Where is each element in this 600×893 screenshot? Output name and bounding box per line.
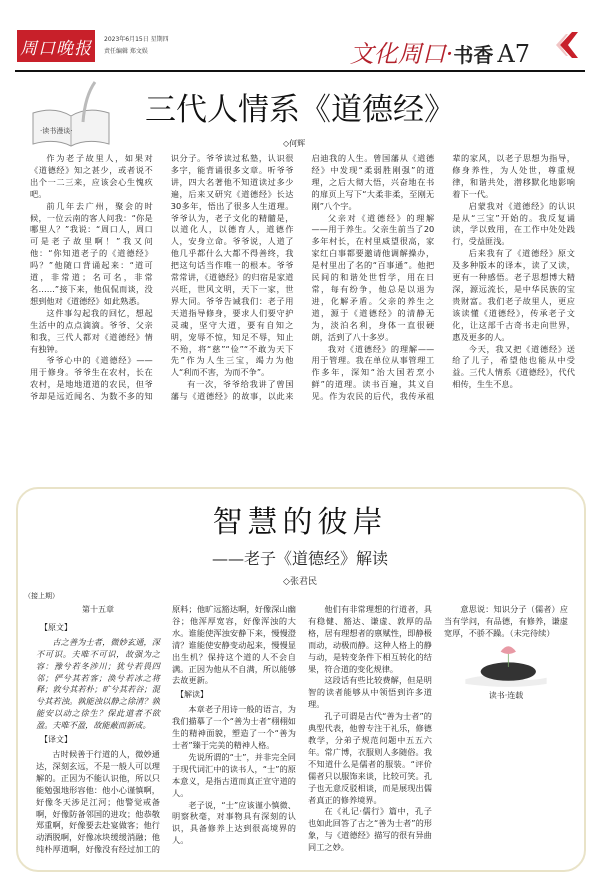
translation-text: 古时候善于行道的人，微妙通达，深刻玄远，不是一般人可以理解的。正因为不能认识他，所以只能勉强地形容他：他小心谨慎啊，好像冬天涉足江河；他警觉戒备啊，好像防备邻国的进攻；他恭敬郑重啊，好像要去赴宴做客；他行动洒脱啊，好像冰块缓缓消融；他纯朴厚道啊，好像没有经过加工的原料；他旷远豁达啊，好像深山幽谷；他浑厚宽容，好像浑浊的大水。谁能使浑浊安静下来，慢慢澄清？谁能使安静变动起来，慢慢显出生机？保持这个道的人不会自满。正因为他从不自满，所以能够去故更新。 bbox=[36, 604, 296, 855]
chevron-left-icon bbox=[556, 30, 578, 60]
article-title: 三代人情系《道德经》 bbox=[145, 92, 455, 128]
paragraph: 老子说，“士”应该谨小慎微、明察秋毫，对事物具有深刻的认识，具备修养上达到很高境界的人。 bbox=[172, 799, 296, 846]
editor-credit: 责任编辑 郑文娱 bbox=[104, 48, 148, 55]
illustration-caption: 读书·连载 bbox=[488, 690, 524, 700]
paragraph: 启蒙我对《道德经》的认识是从“三宝”开始的。我反复诵读，学以致用，在工作中处处践行，受益匪浅。 bbox=[452, 200, 575, 247]
paragraph: 本章老子用诗一般的语言，为我们描摹了一个“善为士者”栩栩如生的精神面貌，塑造了一个“善为士者”臻于完美的精神人格。 bbox=[172, 704, 296, 750]
header-rule bbox=[15, 70, 585, 72]
column-label: ·读书漫谈· bbox=[40, 127, 73, 135]
paragraph: 有一次，爷爷给我讲了曾国藩与《道德经》的故事，以此来启迪我的人生。曾国藩从《道德经》中发现“柔弱胜刚强”的道理，之后大彻大悟，兴奋地在书的扉页上写下“大柔非柔，至刚无刚”八个字。 bbox=[170, 153, 435, 402]
section-tag: 【解读】 bbox=[176, 690, 208, 700]
paragraph: 我对《道德经》的理解——用于管理。我在单位从事管理工作多年，深知“治大国若烹小鲜”的道理。读书百遍，其义自见。作为农民的后代，我传承祖辈的家风，以老子思想为指导，修身养性，为人处世，尊重规律，和谐共处，潜移默化地影响着下一代。 bbox=[311, 153, 575, 402]
chapter-heading: 第十五章 bbox=[82, 605, 114, 614]
paragraph: 爷爷心中的《道德经》——用于修身。爷爷生在农村，长在农村，是地地道道的农民，但爷爷却是远近闻名、为数不多的知识分子。爷爷读过私塾，认识很多字，能背诵很多文章。听爷爷讲，四大名著他不知道读过多少遍，后来又研究《道德经》长达30多年，悟出了很多人生道理。爷爷认为，老子文化的精髓是，以道化人，以德育人，道德作人，安身立命。爷爷说，人道了他几乎都什么大都不得善终，我把这句话当作唯一的根本。爷爷常常讲，《道德经》的归宿是家道兴旺，世风文明，天下一家，世界大同。爷爷告诫我们：老子用天道指导修身，要求人们要守护灵魂，坚守大道，要有自知之明，宠辱不惊，知足不辱，知止不殆，将“慈”“俭”“不敢为天下先”作为人生三宝，竭力为他人“利而不害，为而不争”。 bbox=[30, 153, 294, 402]
newspaper-logo: 周口晚报 bbox=[17, 30, 95, 62]
lotus-ink-illustration bbox=[458, 644, 554, 690]
paragraph: 前几年去广州，聚会的时候，一位云南的客人问我：“你是哪里人？”我说：“周口人，周口可是老子故里啊！”我又问他：“你知道老子的《道德经》吗？”他随口背诵起来：“道可道，非常道；名可名，非常名……”接下来，他侃侃而谈，没想到他对《道德经》如此熟悉。 bbox=[30, 200, 153, 306]
paragraph: 父亲对《道德经》的理解——用于养生。父亲生前当了20多年村长，在村里威望很高，家家红白事都要邀请他调解操办，是村里出了名的“百事通”。他把民间的和谐处世哲学，用在日常，每有纷争，他总是以退为进，化解矛盾。父亲的养生之道，源于《道德经》的清静无为，淡泊名利，身体一直很硬朗，活到了八十多岁。 bbox=[311, 212, 435, 342]
article-author: ◇张君民 bbox=[283, 577, 317, 587]
original-text: 古之善为士者，微妙玄通，深不可识。夫唯不可识，故强为之容：豫兮若冬涉川；犹兮若畏四邻；俨兮其若客；涣兮若冰之将释；敦兮其若朴；旷兮其若谷；混兮其若浊。孰能浊以静之徐清？孰能安以动之徐生？保此道者不欲盈。夫唯不盈，故能蔽而新成。 bbox=[36, 636, 160, 731]
open-book-quill-icon bbox=[25, 78, 117, 150]
paragraph: 后来我有了《道德经》原文及多种版本的译本，读了又读，更有一种感悟。老子思想博大精深，源远流长，是中华民族的宝贵财富。我们老子故里人，更应该读懂《道德经》，传承老子文化，让这部千古奇书走向世界，惠及更多的人。 bbox=[452, 248, 575, 342]
paragraph: 作为老子故里人，如果对《道德经》知之甚少，或者说不出个一二三来，应该会心生愧疚吧。 bbox=[30, 153, 153, 199]
issue-meta bbox=[104, 34, 169, 58]
continued-note: （接上期） bbox=[24, 592, 59, 600]
paragraph: 意思说：知识分子（儒者）应当有学问，有品德，有修养，谦虚宽厚，不骄不躁。（未完待续） bbox=[444, 604, 568, 638]
illustration bbox=[444, 644, 568, 701]
paragraph: 这段话有些比较费解，但是明智的读者能够从中领悟到许多道理。 bbox=[308, 675, 432, 710]
section-title bbox=[350, 34, 530, 69]
paragraph: 这件事勾起我的回忆，想起生活中的点点滴滴。爷爷、父亲和我，三代人都对《道德经》情有独钟。 bbox=[30, 307, 153, 354]
paragraph: 先说所谓的“士”，并非完全同于现代词汇中的读书人，“士”的原本意义，是指古道而真正宣守道的人。 bbox=[172, 751, 296, 798]
section-tag: 【原文】 bbox=[40, 622, 72, 632]
paragraph: 今天，我又把《道德经》送给了儿子，希望他也能从中受益。三代人情系《道德经》，代代相传，生生不息。 bbox=[452, 343, 575, 390]
paragraph: 孔子可谓是古代“善为士者”的典型代表，他曾专注于礼乐，修德教学，分弟子规范问题中五五六年。常广博，衣服则人多随俗。我不知道什么是儒者的服装。“评价儒者只以服饰来谈，比较可笑。孔子也无意反驳相谈，而是展现出儒者真正的修养境界。 bbox=[308, 711, 432, 805]
article-body bbox=[30, 153, 575, 479]
article-author: ◇何辉 bbox=[283, 139, 306, 148]
paragraph: 在《礼记·儒行》篇中，孔子也如此回答了古之“善为士者”的形象，与《道德经》描写的很有异曲同工之妙。 bbox=[308, 806, 432, 853]
article-body bbox=[36, 604, 568, 864]
section-tag: 【译文】 bbox=[40, 735, 72, 745]
article-title: 智慧的彼岸 bbox=[212, 505, 388, 540]
section-sub: 书香 bbox=[453, 43, 494, 67]
page-number: A7 bbox=[497, 40, 530, 68]
article-subtitle: ——老子《道德经》解读 bbox=[211, 549, 388, 568]
issue-date: 2023年6月15日 星期四 bbox=[104, 36, 169, 43]
paragraph: 他们有非常理想的行道者，具有稳健、豁达、谦虚、敦厚的品格，居有理想者的禀赋性，即静极而动，动极而静。这种人格上的静与动，是转变条件下相互转化的结果，符合道的变化规律。 bbox=[308, 604, 432, 674]
section-name: 文化周口· bbox=[349, 40, 454, 68]
